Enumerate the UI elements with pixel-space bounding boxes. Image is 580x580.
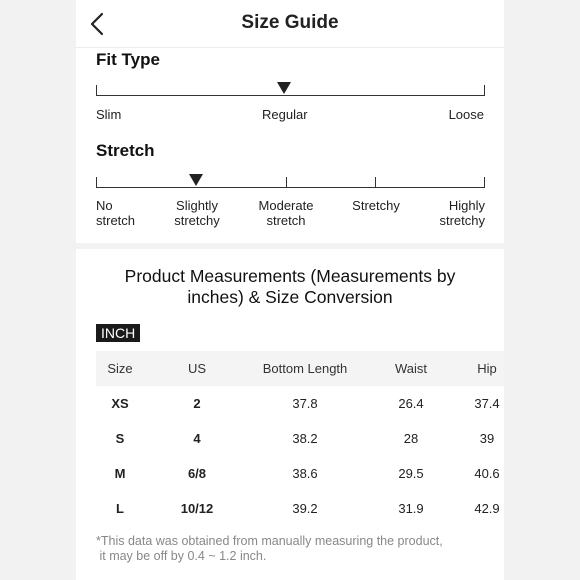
cell-size: XS: [111, 396, 129, 411]
cell-hip: 39: [479, 431, 495, 446]
fit-type-option-regular: Regular: [262, 107, 308, 122]
cell-waist: 31.9: [398, 501, 424, 516]
size-table: [96, 351, 504, 526]
measurements-panel: [76, 249, 504, 580]
cell-size: S: [115, 431, 125, 446]
table-row: [96, 386, 504, 421]
cell-waist: 26.4: [398, 396, 424, 411]
table-header-row: [96, 351, 504, 386]
cell-hip: 37.4: [474, 396, 500, 411]
stretch-option-line: Slightly: [176, 198, 218, 213]
stretch-tick: [484, 177, 485, 188]
stretch-option-no-stretch: [96, 198, 135, 228]
fit-type-selected-marker: [277, 82, 291, 94]
cell-bottom-length: 38.2: [292, 431, 318, 446]
column-header-hip: Hip: [477, 361, 497, 376]
cell-us: 6/8: [187, 466, 207, 481]
fit-type-tick: [484, 85, 485, 96]
footnote-line: *This data was obtained from manually measuring the product,: [96, 534, 443, 548]
header-divider: [76, 47, 504, 48]
column-header-us: US: [187, 361, 207, 376]
measurements-title: Product Measurements (Measurements by inches) & Size Conversion: [124, 266, 456, 307]
stretch-option-line: stretchy: [174, 213, 220, 228]
cell-bottom-length: 39.2: [292, 501, 318, 516]
stretch-option-moderate-stretch: [246, 198, 326, 228]
stretch-option-line: No: [96, 198, 113, 213]
table-row: [96, 491, 504, 526]
stretch-option-line: Moderate: [258, 198, 314, 213]
cell-size: M: [114, 466, 126, 481]
stretch-tick: [375, 177, 376, 188]
stretch-option-highly-stretchy: [439, 198, 485, 228]
cell-us: 4: [193, 431, 201, 446]
unit-badge[interactable]: INCH: [96, 324, 140, 342]
stretch-option-stretchy: [338, 198, 414, 213]
table-row: [96, 421, 504, 456]
stretch-option-line: stretch: [266, 213, 306, 228]
stretch-tick: [96, 177, 97, 188]
table-row: [96, 456, 504, 491]
fit-type-option-loose: Loose: [448, 107, 484, 122]
column-header-size: Size: [107, 361, 133, 376]
page-title: Size Guide: [241, 12, 339, 33]
table-body: [96, 386, 504, 526]
stretch-option-line: stretch: [96, 213, 136, 228]
cell-hip: 42.9: [474, 501, 500, 516]
fit-type-option-slim: Slim: [96, 107, 122, 122]
stretch-option-line: Stretchy: [352, 198, 400, 213]
stretch-scale-line: [96, 187, 485, 188]
stretch-selected-marker: [189, 174, 203, 186]
cell-waist: 28: [403, 431, 419, 446]
column-header-waist: Waist: [394, 361, 428, 376]
footnote-line: it may be off by 0.4 ~ 1.2 inch.: [96, 549, 267, 563]
stretch-title: Stretch: [96, 141, 155, 160]
fit-type-title: Fit Type: [96, 50, 160, 69]
fit-type-tick: [96, 85, 97, 96]
size-guide-header-panel: [76, 0, 504, 243]
stretch-tick: [286, 177, 287, 188]
cell-us: 2: [193, 396, 201, 411]
cell-us: 10/12: [180, 501, 214, 516]
stretch-option-slightly-stretchy: [156, 198, 238, 228]
cell-size: L: [116, 501, 124, 516]
cell-waist: 29.5: [398, 466, 424, 481]
stretch-option-line: stretchy: [439, 213, 485, 228]
stretch-option-line: Highly: [448, 198, 485, 213]
column-header-bottom-length: Bottom Length: [262, 361, 348, 376]
cell-hip: 40.6: [474, 466, 500, 481]
cell-bottom-length: 37.8: [292, 396, 318, 411]
measurement-footnote: [96, 534, 443, 564]
fit-type-scale-line: [96, 95, 485, 96]
cell-bottom-length: 38.6: [292, 466, 318, 481]
